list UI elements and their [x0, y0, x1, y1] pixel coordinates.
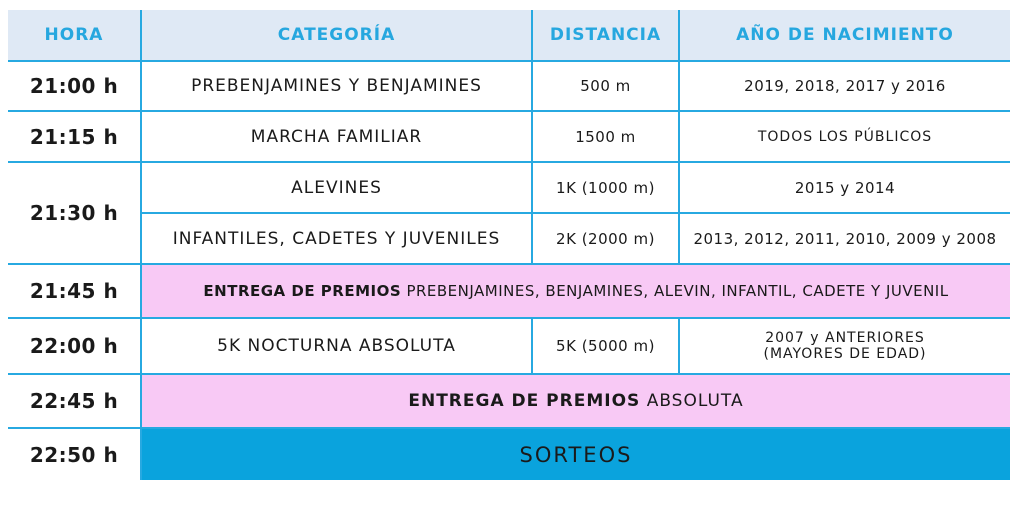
schedule-table — [8, 10, 1010, 480]
row-nacimiento — [679, 318, 1010, 374]
awards-label: ENTREGA DE PREMIOS — [408, 391, 641, 411]
row-hora: 21:15 h — [8, 111, 141, 162]
awards-detail: ABSOLUTA — [646, 391, 744, 411]
row-hora: 22:00 h — [8, 318, 141, 374]
row-hora: 21:30 h — [8, 162, 141, 264]
row-hora: 21:45 h — [8, 264, 141, 318]
row-hora: 22:50 h — [8, 428, 141, 480]
header-distancia: DISTANCIA — [532, 10, 679, 61]
row-distancia: 1500 m — [532, 111, 679, 162]
header-nacimiento: AÑO DE NACIMIENTO — [679, 10, 1010, 61]
row-categoria: 5K NOCTURNA ABSOLUTA — [141, 318, 532, 374]
table-row — [8, 264, 1010, 318]
table-row — [8, 213, 1010, 264]
table-row — [8, 374, 1010, 428]
sorteos-cell: SORTEOS — [141, 428, 1010, 480]
row-nacimiento: TODOS LOS PÚBLICOS — [679, 111, 1010, 162]
table-row — [8, 318, 1010, 374]
row-categoria: INFANTILES, CADETES Y JUVENILES — [141, 213, 532, 264]
row-categoria: ALEVINES — [141, 162, 532, 213]
table-row — [8, 162, 1010, 213]
header-categoria: CATEGORÍA — [141, 10, 532, 61]
row-distancia: 5K (5000 m) — [532, 318, 679, 374]
header-hora: HORA — [8, 10, 141, 61]
table-row — [8, 61, 1010, 111]
row-hora: 22:45 h — [8, 374, 141, 428]
awards-label: ENTREGA DE PREMIOS — [203, 282, 402, 300]
row-distancia: 500 m — [532, 61, 679, 111]
header-row — [8, 10, 1010, 61]
row-distancia: 1K (1000 m) — [532, 162, 679, 213]
row-nacimiento: 2013, 2012, 2011, 2010, 2009 y 2008 — [679, 213, 1010, 264]
row-nacimiento: 2015 y 2014 — [679, 162, 1010, 213]
awards-cell — [141, 374, 1010, 428]
nacimiento-line1: 2007 y ANTERIORES — [765, 330, 925, 346]
awards-detail: PREBENJAMINES, BENJAMINES, ALEVIN, INFANTIL, CADETE Y JUVENIL — [406, 282, 949, 300]
row-categoria: MARCHA FAMILIAR — [141, 111, 532, 162]
row-categoria: PREBENJAMINES Y BENJAMINES — [141, 61, 532, 111]
row-distancia: 2K (2000 m) — [532, 213, 679, 264]
awards-cell — [141, 264, 1010, 318]
table-row — [8, 428, 1010, 480]
nacimiento-line2: (MAYORES DE EDAD) — [763, 346, 927, 362]
row-nacimiento: 2019, 2018, 2017 y 2016 — [679, 61, 1010, 111]
row-hora: 21:00 h — [8, 61, 141, 111]
table-row — [8, 111, 1010, 162]
